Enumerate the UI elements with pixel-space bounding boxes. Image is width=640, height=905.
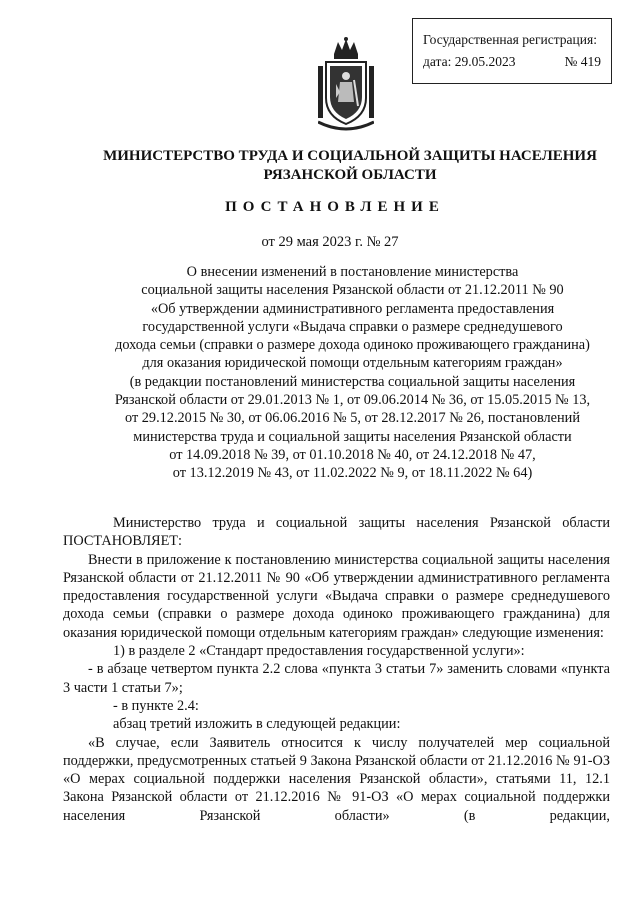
body-paragraph-clause24: - в пункте 2.4:: [113, 697, 199, 714]
ministry-name: [60, 147, 640, 185]
subject-line: государственной услуги «Выдача справки о размере среднедушевого: [142, 318, 563, 335]
subject-line: (в редакции постановлений министерства социальной защиты населения: [129, 373, 576, 390]
subject-line: О внесении изменений в постановление министерства: [186, 264, 519, 280]
document-date-number: от 29 мая 2023 г. № 27: [261, 234, 399, 250]
registration-details: [423, 51, 601, 73]
subject-line: Рязанской области от 29.01.2013 № 1, от 09.06.2014 № 36, от 15.05.2015 № 13,: [114, 392, 591, 409]
document-type: ПОСТАНОВЛЕНИЕ: [225, 199, 445, 215]
document-body: [63, 514, 610, 825]
subject-line: от 13.12.2019 № 43, от 11.02.2022 № 9, от 18.11.2022 № 64): [172, 465, 533, 482]
body-paragraph-ministry: Министерство труда и социальной защиты населения Рязанской области: [113, 515, 610, 531]
subject-line: министерства труда и социальной защиты населения Рязанской области: [133, 428, 572, 445]
subject-line: для оказания юридической помощи отдельным категориям граждан»: [142, 355, 563, 372]
body-paragraph-resolves: ПОСТАНОВЛЯЕТ:: [63, 533, 183, 550]
subject-line: социальной защиты населения Рязанской области от 21.12.2011 № 90: [141, 282, 564, 299]
body-paragraph-clause22: - в абзаце четвертом пункта 2.2 слова «пункта 3 статьи 7» заменить словами «пункта 3 части 1 статьи 7»;: [63, 661, 610, 696]
registration-date: дата: 29.05.2023: [423, 54, 516, 69]
body-paragraph-new-text: «В случае, если Заявитель относится к числу получателей мер социальной поддержки, предусмотренных статьей 9 Закона Рязанской области от 21.12.2016 № 91-ОЗ «О мерах социальной поддержки населения Рязанской области», статьями 11, 12.1 Закона Рязанской области от 21.12.2016 № 91-ОЗ «О мерах социальной поддержки населения Рязанской области» (в редакции,: [63, 734, 610, 824]
ministry-name-line2: РЯЗАНСКОЙ ОБЛАСТИ: [263, 167, 437, 183]
ministry-name-line1: МИНИСТЕРСТВО ТРУДА И СОЦИАЛЬНОЙ ЗАЩИТЫ НАСЕЛЕНИЯ: [103, 148, 597, 164]
document-subject: [100, 263, 605, 483]
subject-line: от 14.09.2018 № 39, от 01.10.2018 № 40, от 24.12.2018 № 47,: [169, 446, 536, 463]
registration-stamp: [412, 18, 612, 84]
subject-line: от 29.12.2015 № 30, от 06.06.2016 № 5, от 28.12.2017 № 26, постановлений: [125, 410, 580, 427]
registration-number: № 419: [564, 54, 601, 69]
body-paragraph-section2: 1) в разделе 2 «Стандарт предоставления государственной услуги»:: [113, 643, 525, 660]
body-paragraph-third-abstract: абзац третий изложить в следующей редакции:: [113, 716, 401, 733]
body-paragraph-amend: Внести в приложение к постановлению министерства социальной защиты населения Рязанской области от 21.12.2011 № 90 «Об утверждении административного регламента предоставления государственной услуги «Выдача справки о размере среднедушевого дохода семьи (справки о размере дохода одиноко проживающего гражданина) для оказания юридической помощи отдельным категориям граждан» следующие изменения:: [63, 551, 610, 641]
registration-label: Государственная регистрация:: [423, 32, 597, 47]
coat-of-arms-emblem: [318, 36, 374, 132]
subject-line: «Об утверждении административного регламента предоставления: [150, 300, 555, 317]
subject-line: дохода семьи (справки о размере дохода одиноко проживающего гражданина): [115, 337, 590, 354]
